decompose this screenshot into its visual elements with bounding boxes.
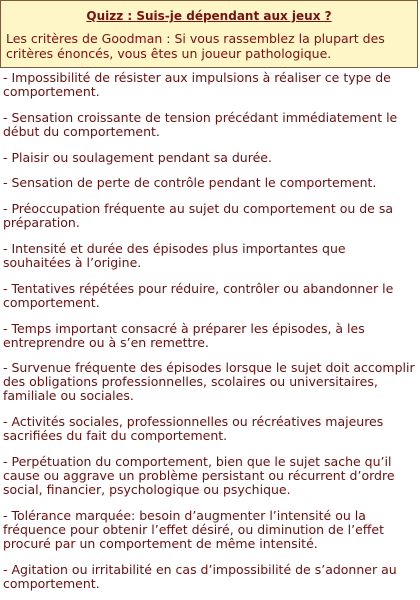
criterion-item: - Temps important consacré à préparer les épisodes, à les entreprendre ou à s’en remettre. — [3, 320, 365, 350]
quiz-header-box — [0, 0, 418, 68]
quiz-title: Quizz : Suis-je dépendant aux jeux ? — [86, 9, 332, 23]
criterion-item: - Agitation ou irritabilité en cas d’impossibilité de s’adonner au comportement. — [3, 561, 397, 591]
criterion-item: - Plaisir ou soulagement pendant sa durée. — [3, 149, 272, 165]
criterion-item: - Tolérance marquée: besoin d’augmenter l’intensité ou la fréquence pour obtenir l’effet désiré, ou diminution de l’effet procuré par un comportement de même intensité. — [3, 507, 384, 551]
criterion-item: - Sensation croissante de tension précédant immédiatement le début du comportement. — [3, 109, 398, 139]
criterion-item: - Impossibilité de résister aux impulsions à réaliser ce type de comportement. — [3, 70, 391, 99]
criterion-item: - Activités sociales, professionnelles ou récréatives majeures sacrifiées du fait du comportement. — [3, 414, 384, 444]
criterion-item: - Survenue fréquente des épisodes lorsque le sujet doit accomplir des obligations professionnelles, scolaires ou universitaires, familiale ou sociales. — [3, 360, 415, 404]
criterion-item: - Préoccupation fréquente au sujet du comportement ou de sa préparation. — [3, 201, 394, 231]
criterion-item: - Intensité et durée des épisodes plus importantes que souhaitées à l’origine. — [3, 240, 346, 270]
goodman-intro-text: Les critères de Goodman : Si vous rassemblez la plupart des critères énoncés, vous êtes un joueur pathologique. — [6, 31, 385, 61]
criterion-item: - Tentatives répétées pour réduire, contrôler ou abandonner le comportement. — [3, 280, 394, 310]
criterion-item: - Perpétuation du comportement, bien que le sujet sache qu’il cause ou aggrave un problème persistant ou récurrent d’ordre social, financier, psychologique ou psychique. — [3, 453, 395, 497]
criterion-item: - Sensation de perte de contrôle pendant le comportement. — [3, 175, 377, 191]
criteria-list — [3, 71, 417, 600]
